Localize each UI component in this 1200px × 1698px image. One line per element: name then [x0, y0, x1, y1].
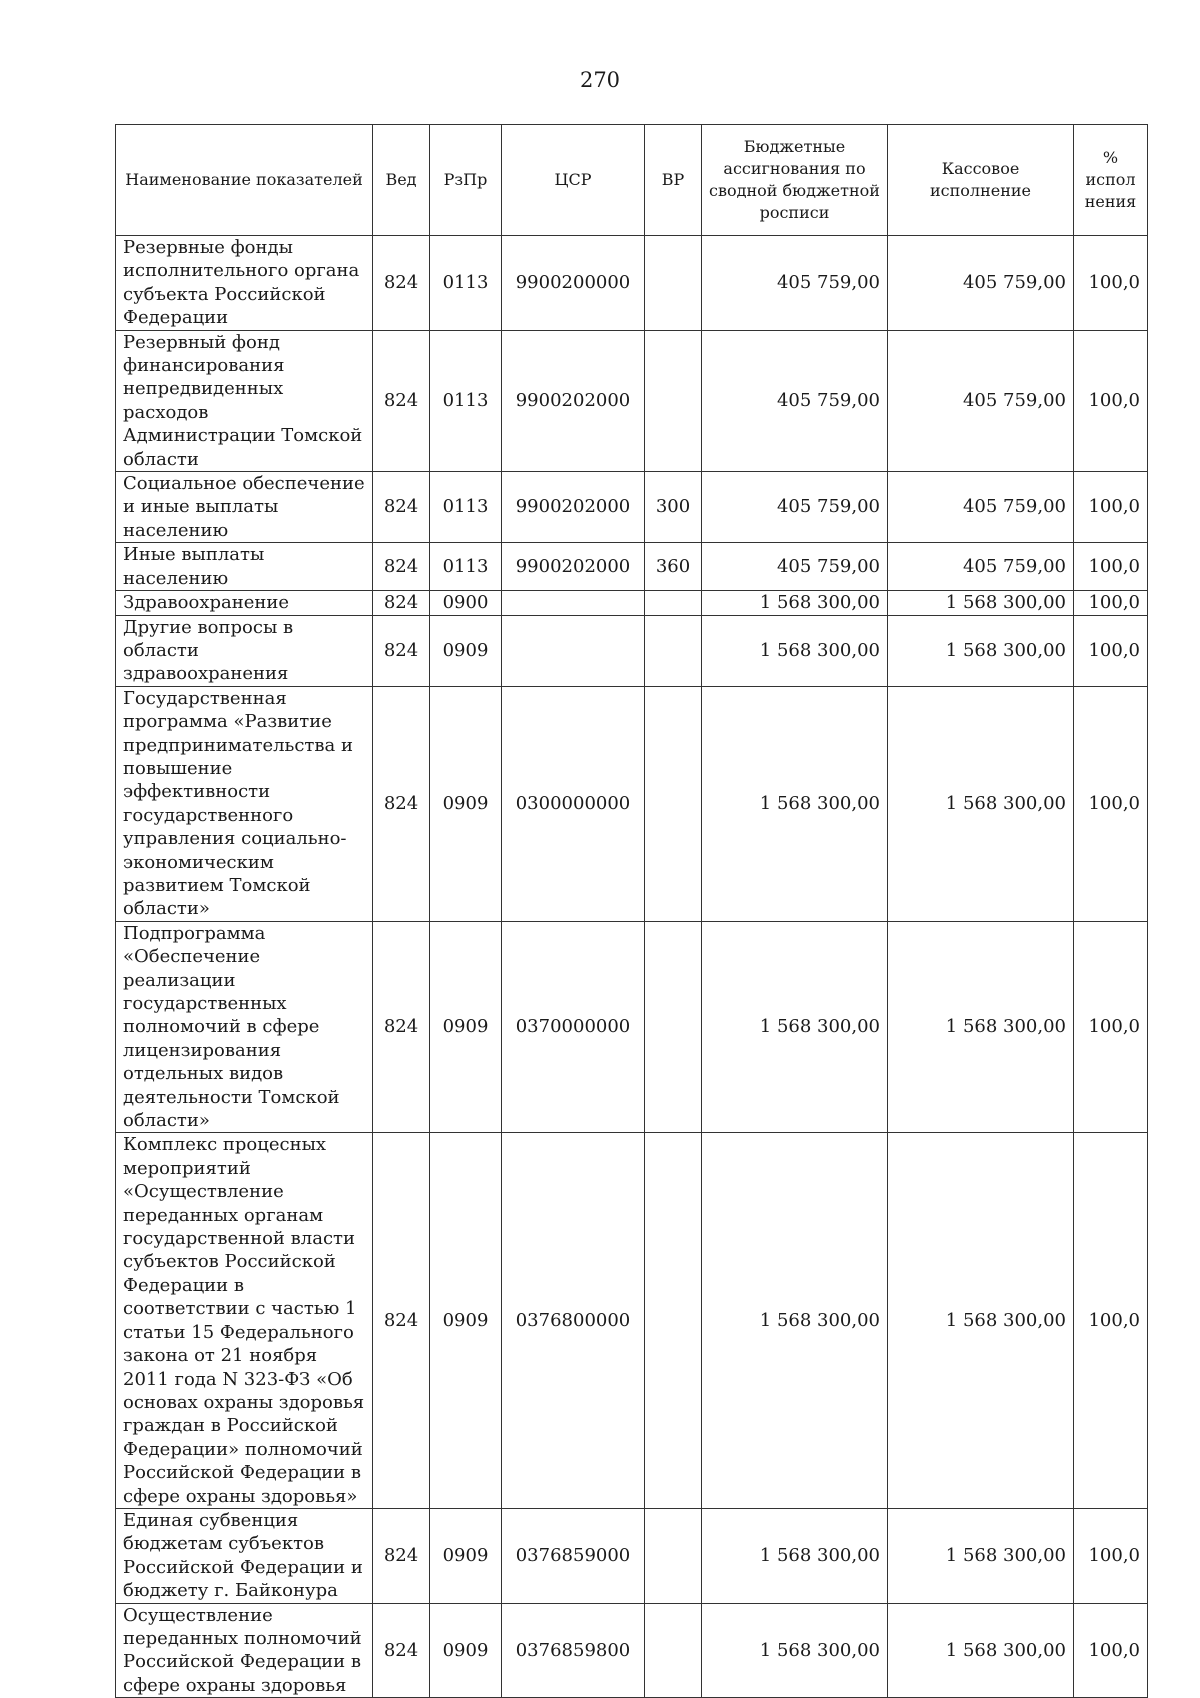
- table-row: [116, 615, 1148, 686]
- cell-rzpr: 0113: [430, 543, 502, 591]
- table-row: [116, 1508, 1148, 1603]
- cell-budget: 1 568 300,00: [702, 591, 888, 615]
- cell-name: Осуществление переданных полномочий Российской Федерации в сфере охраны здоровья: [116, 1603, 373, 1698]
- cell-vr: [645, 591, 702, 615]
- cell-pct: 100,0: [1074, 543, 1148, 591]
- cell-vr: [645, 236, 702, 331]
- cell-pct: 100,0: [1074, 591, 1148, 615]
- cell-pct: 100,0: [1074, 236, 1148, 331]
- cell-name: Государственная программа «Развитие предпринимательства и повышение эффективности государственного управления социально-экономическим развитием Томской области»: [116, 686, 373, 921]
- cell-csr: 9900200000: [502, 236, 645, 331]
- cell-rzpr: 0909: [430, 686, 502, 921]
- cell-pct: 100,0: [1074, 1133, 1148, 1509]
- cell-budget: 405 759,00: [702, 472, 888, 543]
- cell-pct: 100,0: [1074, 686, 1148, 921]
- cell-csr: 0376859800: [502, 1603, 645, 1698]
- cell-cash: 405 759,00: [888, 472, 1074, 543]
- cell-cash: 1 568 300,00: [888, 591, 1074, 615]
- cell-rzpr: 0900: [430, 591, 502, 615]
- cell-budget: 405 759,00: [702, 543, 888, 591]
- table-row: [116, 686, 1148, 921]
- header-csr: ЦСР: [502, 125, 645, 236]
- header-vr: ВР: [645, 125, 702, 236]
- cell-csr: 0370000000: [502, 921, 645, 1133]
- cell-name: Здравоохранение: [116, 591, 373, 615]
- cell-csr: 0376800000: [502, 1133, 645, 1509]
- cell-rzpr: 0113: [430, 330, 502, 471]
- cell-cash: 1 568 300,00: [888, 1603, 1074, 1698]
- cell-ved: 824: [373, 236, 430, 331]
- header-row: [116, 125, 1148, 236]
- cell-name: Единая субвенция бюджетам субъектов Российской Федерации и бюджету г. Байконура: [116, 1508, 373, 1603]
- cell-ved: 824: [373, 686, 430, 921]
- cell-pct: 100,0: [1074, 1508, 1148, 1603]
- cell-csr: [502, 615, 645, 686]
- cell-ved: 824: [373, 1603, 430, 1698]
- cell-cash: 1 568 300,00: [888, 686, 1074, 921]
- cell-name: Резервные фонды исполнительного органа субъекта Российской Федерации: [116, 236, 373, 331]
- cell-pct: 100,0: [1074, 615, 1148, 686]
- cell-rzpr: 0909: [430, 921, 502, 1133]
- page-number: 270: [579, 68, 621, 92]
- cell-vr: 300: [645, 472, 702, 543]
- cell-pct: 100,0: [1074, 330, 1148, 471]
- cell-csr: 9900202000: [502, 543, 645, 591]
- cell-cash: 1 568 300,00: [888, 1508, 1074, 1603]
- cell-name: Иные выплаты населению: [116, 543, 373, 591]
- header-budget: Бюджетные ассигнования по сводной бюджетной росписи: [702, 125, 888, 236]
- cell-budget: 1 568 300,00: [702, 1508, 888, 1603]
- table-row: [116, 591, 1148, 615]
- cell-budget: 405 759,00: [702, 330, 888, 471]
- cell-budget: 1 568 300,00: [702, 1603, 888, 1698]
- cell-ved: 824: [373, 543, 430, 591]
- cell-name: Резервный фонд финансирования непредвиденных расходов Администрации Томской области: [116, 330, 373, 471]
- cell-cash: 1 568 300,00: [888, 615, 1074, 686]
- cell-vr: [645, 1603, 702, 1698]
- cell-ved: 824: [373, 330, 430, 471]
- cell-name: Социальное обеспечение и иные выплаты населению: [116, 472, 373, 543]
- cell-csr: [502, 591, 645, 615]
- cell-vr: [645, 1133, 702, 1509]
- cell-ved: 824: [373, 615, 430, 686]
- cell-ved: 824: [373, 472, 430, 543]
- table-row: [116, 472, 1148, 543]
- cell-name: Другие вопросы в области здравоохранения: [116, 615, 373, 686]
- table-row: [116, 921, 1148, 1133]
- cell-rzpr: 0113: [430, 472, 502, 543]
- cell-vr: [645, 686, 702, 921]
- table-row: [116, 1133, 1148, 1509]
- cell-vr: [645, 1508, 702, 1603]
- table-row: [116, 1603, 1148, 1698]
- cell-rzpr: 0909: [430, 1508, 502, 1603]
- cell-name: Подпрограмма «Обеспечение реализации государственных полномочий в сфере лицензирования отдельных видов деятельности Томской области»: [116, 921, 373, 1133]
- header-cash: Кассовое исполнение: [888, 125, 1074, 236]
- cell-vr: [645, 330, 702, 471]
- cell-csr: 0376859000: [502, 1508, 645, 1603]
- cell-budget: 1 568 300,00: [702, 1133, 888, 1509]
- cell-ved: 824: [373, 921, 430, 1133]
- cell-vr: [645, 615, 702, 686]
- cell-name: Комплекс процесных мероприятий «Осуществление переданных органам государственной власти субъектов Российской Федерации в соответствии с частью 1 статьи 15 Федерального закона от 21 ноября 2011 года N 323-ФЗ «Об основах охраны здоровья граждан в Российской Федерации» полномочий Российской Федерации в сфере охраны здоровья»: [116, 1133, 373, 1509]
- cell-budget: 1 568 300,00: [702, 686, 888, 921]
- cell-budget: 1 568 300,00: [702, 615, 888, 686]
- cell-vr: 360: [645, 543, 702, 591]
- cell-pct: 100,0: [1074, 472, 1148, 543]
- cell-rzpr: 0909: [430, 1603, 502, 1698]
- table-row: [116, 236, 1148, 331]
- cell-csr: 9900202000: [502, 472, 645, 543]
- header-pct: % испол нения: [1074, 125, 1148, 236]
- cell-budget: 405 759,00: [702, 236, 888, 331]
- cell-ved: 824: [373, 1508, 430, 1603]
- cell-cash: 405 759,00: [888, 236, 1074, 331]
- cell-rzpr: 0909: [430, 615, 502, 686]
- cell-cash: 1 568 300,00: [888, 921, 1074, 1133]
- cell-pct: 100,0: [1074, 1603, 1148, 1698]
- table-row: [116, 330, 1148, 471]
- cell-ved: 824: [373, 1133, 430, 1509]
- cell-cash: 405 759,00: [888, 543, 1074, 591]
- cell-cash: 1 568 300,00: [888, 1133, 1074, 1509]
- cell-rzpr: 0113: [430, 236, 502, 331]
- cell-rzpr: 0909: [430, 1133, 502, 1509]
- cell-csr: 9900202000: [502, 330, 645, 471]
- cell-csr: 0300000000: [502, 686, 645, 921]
- cell-vr: [645, 921, 702, 1133]
- table-row: [116, 543, 1148, 591]
- cell-ved: 824: [373, 591, 430, 615]
- cell-pct: 100,0: [1074, 921, 1148, 1133]
- header-ved: Вед: [373, 125, 430, 236]
- cell-budget: 1 568 300,00: [702, 921, 888, 1133]
- header-name: Наименование показателей: [116, 125, 373, 236]
- budget-execution-table: [115, 124, 1148, 1698]
- cell-cash: 405 759,00: [888, 330, 1074, 471]
- header-rzpr: РзПр: [430, 125, 502, 236]
